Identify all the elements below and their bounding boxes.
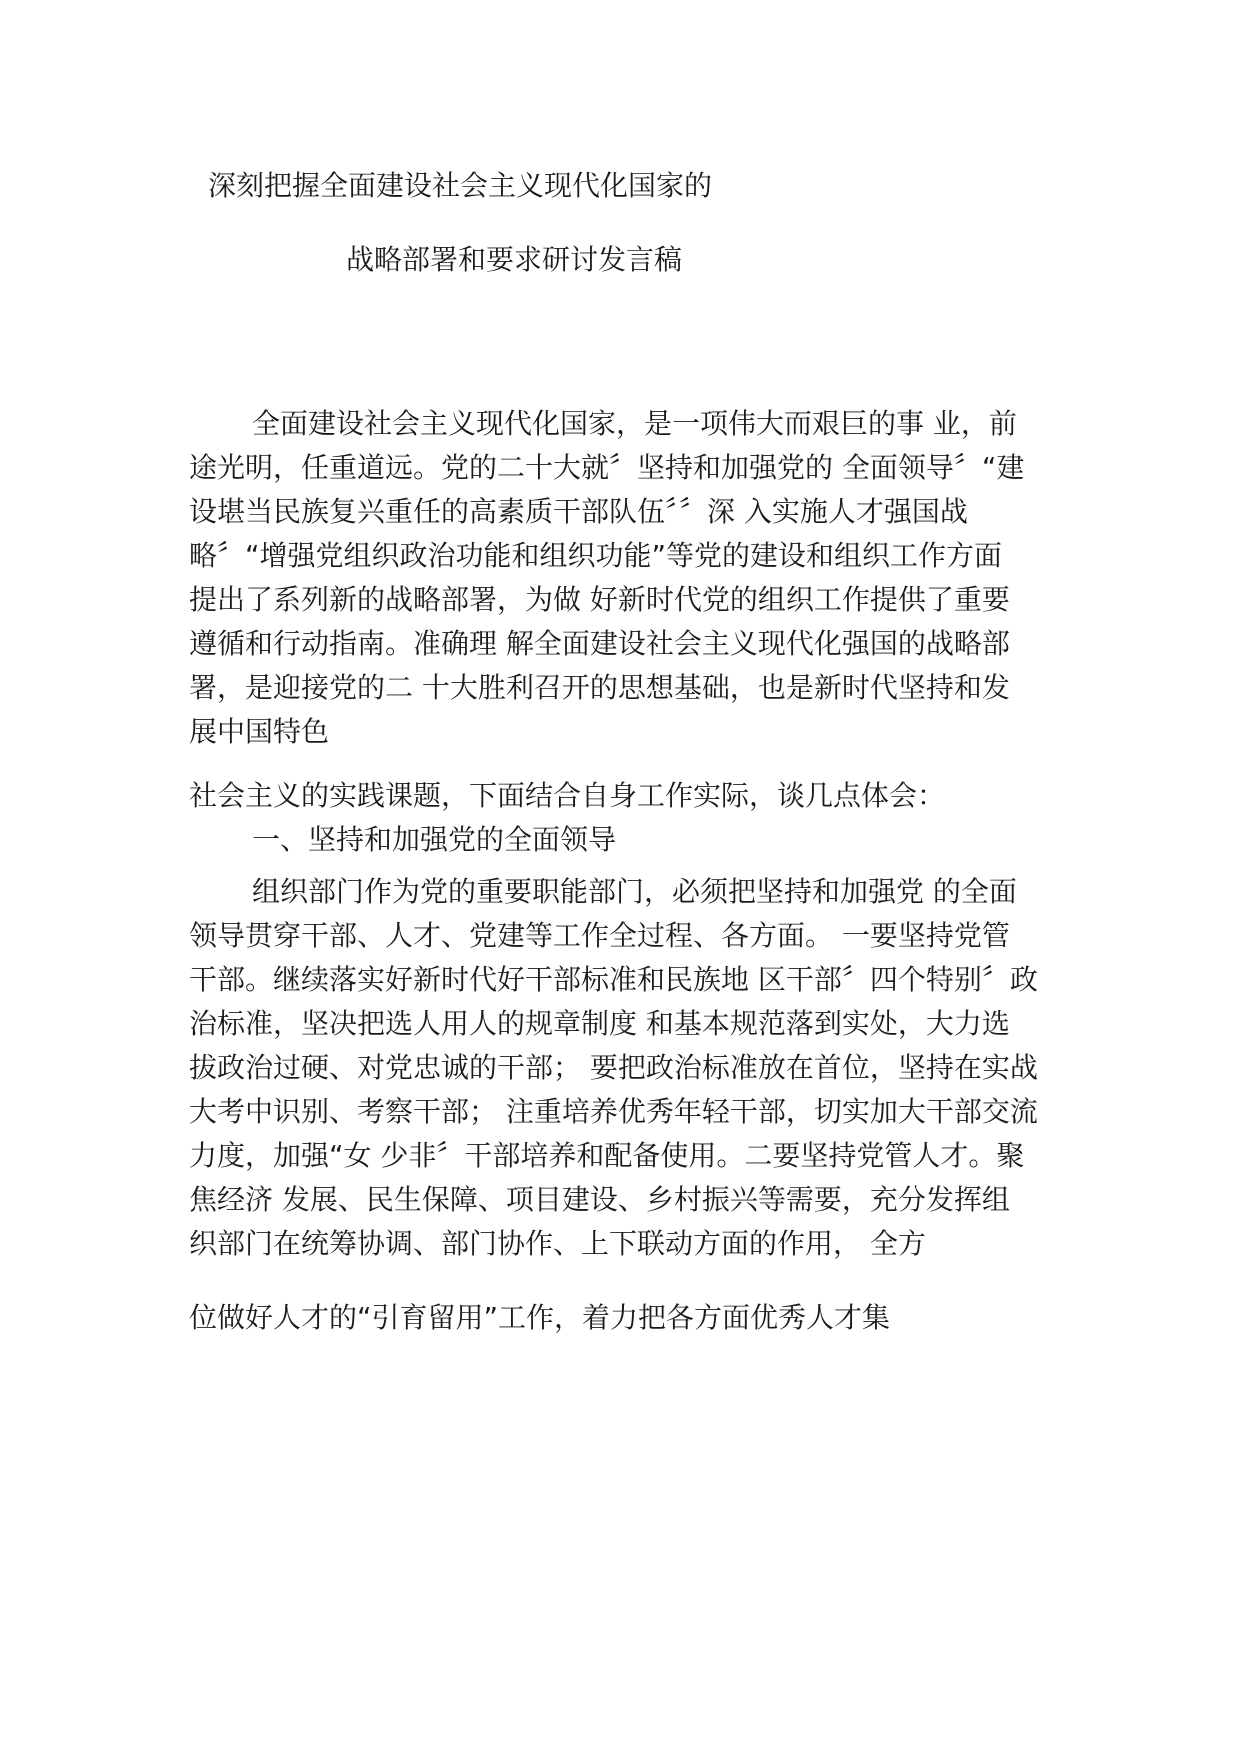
- paragraph-line: 途光明，任重道远。党的二十大就〞坚持和加强党的 全面领导〞“建: [189, 451, 1025, 484]
- paragraph-line: 组织部门作为党的重要职能部门，必须把坚持和加强党 的全面: [252, 875, 1017, 908]
- paragraph-line: 干部。继续落实好新时代好干部标准和民族地 区干部〞四个特别〞政: [189, 963, 1038, 996]
- paragraph-line: 领导贯穿干部、人才、党建等工作全过程、各方面。 一要坚持党管: [189, 919, 1010, 952]
- paragraph-line: 社会主义的实践课题，下面结合自身工作实际，谈几点体会：: [189, 779, 946, 812]
- paragraph-line: 织部门在统筹协调、部门协作、上下联动方面的作用， 全方: [189, 1227, 926, 1260]
- paragraph-line: 焦经济 发展、民生保障、项目建设、乡村振兴等需要，充分发挥组: [189, 1183, 1010, 1216]
- document-title-line-1: 深刻把握全面建设社会主义现代化国家的: [208, 169, 713, 202]
- paragraph-line: 治标准，坚决把选人用人的规章制度 和基本规范落到实处，大力选: [189, 1007, 1010, 1040]
- paragraph-line: 大考中识别、考察干部； 注重培养优秀年轻干部，切实加大干部交流: [189, 1095, 1038, 1128]
- paragraph-line: 拔政治过硬、对党忠诚的干部； 要把政治标准放在首位，坚持在实战: [189, 1051, 1038, 1084]
- document-title-line-2: 战略部署和要求研讨发言稿: [346, 243, 683, 276]
- section-heading: 一、坚持和加强党的全面领导: [252, 823, 617, 856]
- paragraph-line: 展中国特色: [189, 715, 330, 748]
- paragraph-line: 全面建设社会主义现代化国家，是一项伟大而艰巨的事 业，前: [252, 407, 1017, 440]
- paragraph-line: 力度，加强“女 少非〞干部培养和配备使用。二要坚持党管人才。聚: [189, 1139, 1025, 1172]
- paragraph-line: 提出了系列新的战略部署，为做 好新时代党的组织工作提供了重要: [189, 583, 1010, 616]
- paragraph-line: 署，是迎接党的二 十大胜利召开的思想基础，也是新时代坚持和发: [189, 671, 1010, 704]
- paragraph-line: 略〞“增强党组织政治功能和组织功能”等党的建设和组织工作方面: [189, 539, 1003, 572]
- paragraph-line: 遵循和行动指南。准确理 解全面建设社会主义现代化强国的战略部: [189, 627, 1010, 660]
- paragraph-line: 位做好人才的“引育留用”工作，着力把各方面优秀人才集: [189, 1301, 891, 1334]
- paragraph-line: 设堪当民族复兴重任的高素质干部队伍〞〞深 入实施人才强国战: [189, 495, 968, 528]
